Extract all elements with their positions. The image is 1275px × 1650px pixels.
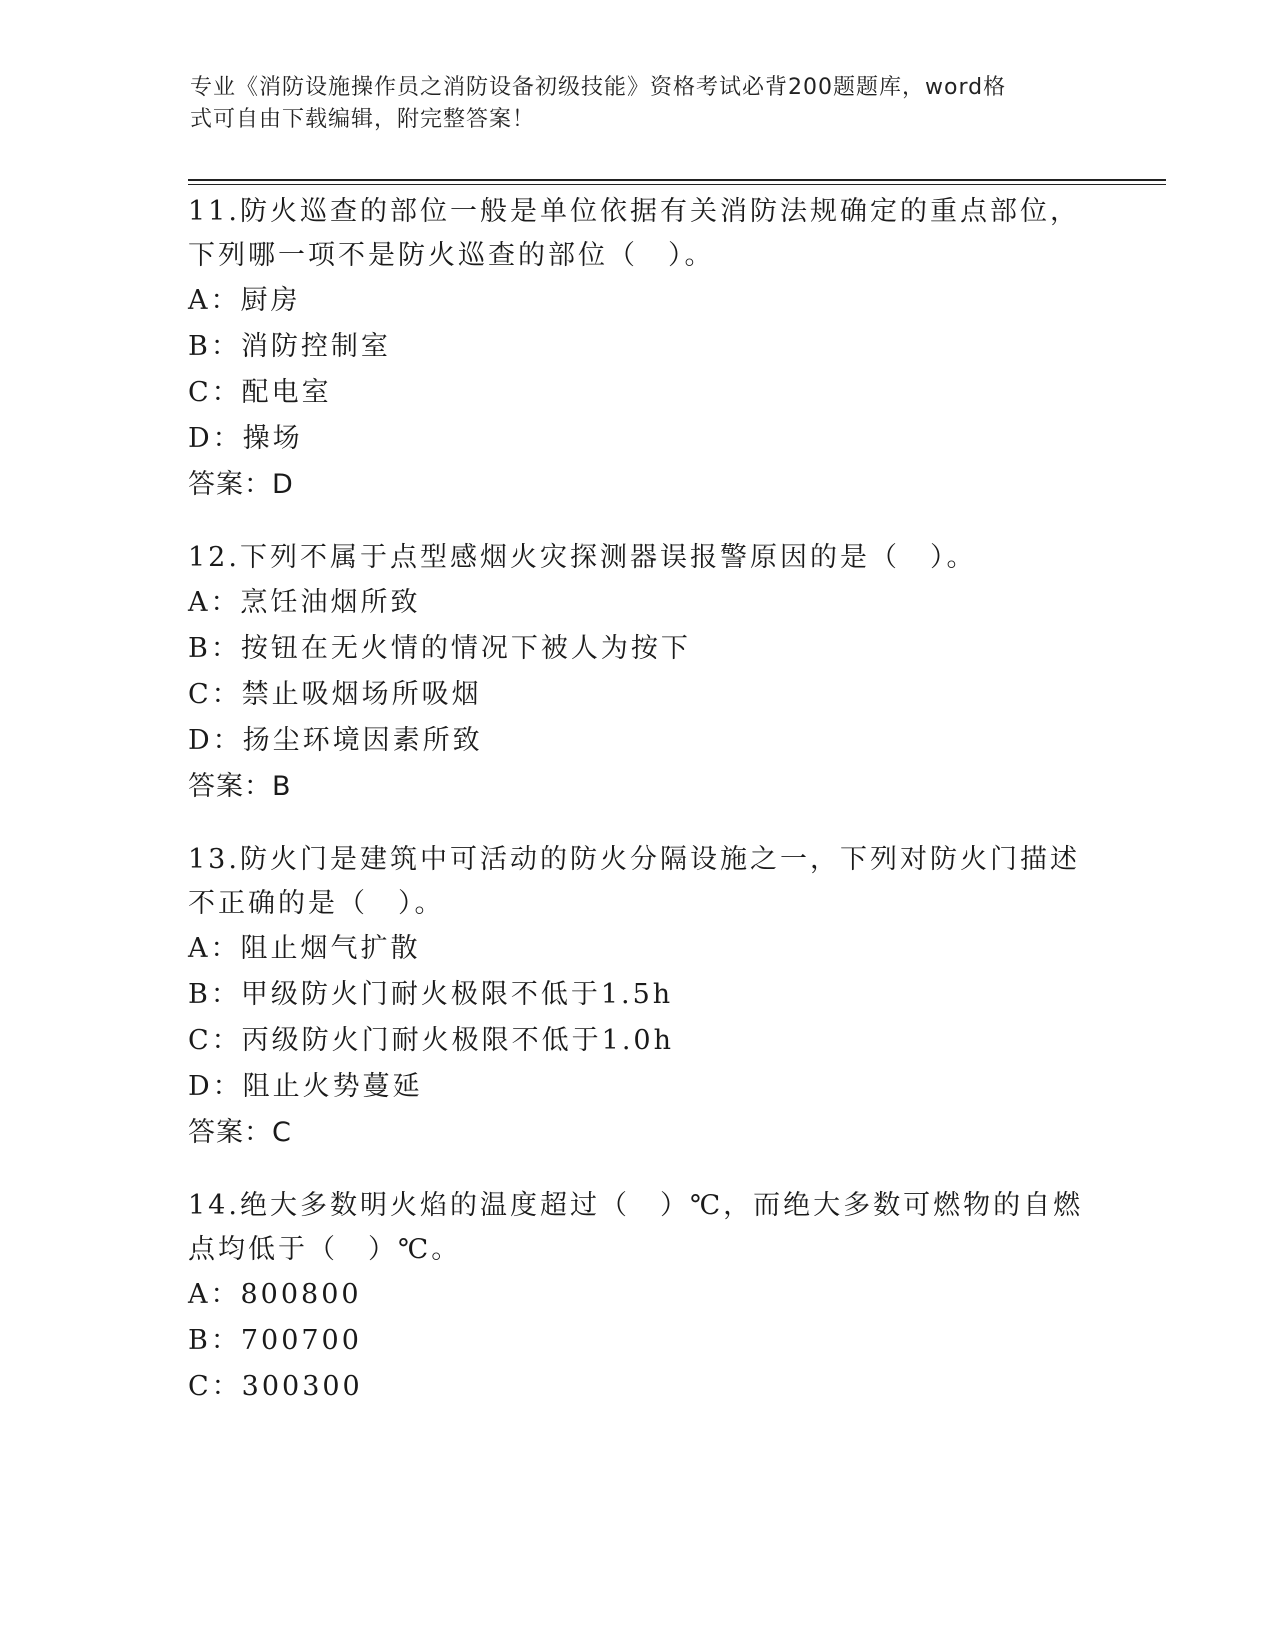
- answer: 答案：C: [188, 1117, 292, 1148]
- header-line-2: 式可自由下载编辑，附完整答案！: [190, 107, 536, 132]
- header-divider-thick: [188, 179, 1166, 181]
- question-14: [188, 1184, 1088, 1410]
- option-a: A：烹饪油烟所致: [188, 587, 421, 618]
- option-b: B：按钮在无火情的情况下被人为按下: [188, 633, 691, 664]
- document-header: [190, 72, 1090, 136]
- question-list: [188, 190, 1088, 1438]
- option-b: B：700700: [188, 1325, 362, 1356]
- option-d: D：操场: [188, 423, 303, 454]
- option-d: D：扬尘环境因素所致: [188, 725, 483, 756]
- answer: 答案：B: [188, 771, 292, 802]
- option-b: B：消防控制室: [188, 331, 391, 362]
- question-13: [188, 838, 1088, 1156]
- question-stem: 14.绝大多数明火焰的温度超过（ ）℃，而绝大多数可燃物的自燃点均低于（ ）℃。: [188, 1190, 1084, 1265]
- header-divider-thin: [188, 184, 1166, 185]
- option-c: C：300300: [188, 1371, 363, 1402]
- option-a: A：厨房: [188, 285, 301, 316]
- option-c: C：禁止吸烟场所吸烟: [188, 679, 482, 710]
- option-a: A：800800: [188, 1279, 362, 1310]
- answer: 答案：D: [188, 469, 294, 500]
- question-stem: 11.防火巡查的部位一般是单位依据有关消防法规确定的重点部位，下列哪一项不是防火巡查的部位（ ）。: [188, 196, 1080, 271]
- option-d: D：阻止火势蔓延: [188, 1071, 423, 1102]
- question-stem: 12.下列不属于点型感烟火灾探测器误报警原因的是（ ）。: [188, 542, 977, 573]
- option-c: C：配电室: [188, 377, 332, 408]
- question-11: [188, 190, 1088, 508]
- header-line-1: 专业《消防设施操作员之消防设备初级技能》资格考试必背200题题库，word格: [190, 75, 1007, 100]
- option-b: B：甲级防火门耐火极限不低于1.5h: [188, 979, 674, 1010]
- question-12: [188, 536, 1088, 810]
- question-stem: 13.防火门是建筑中可活动的防火分隔设施之一，下列对防火门描述不正确的是（ ）。: [188, 844, 1080, 919]
- option-a: A：阻止烟气扩散: [188, 933, 421, 964]
- option-c: C：丙级防火门耐火极限不低于1.0h: [188, 1025, 674, 1056]
